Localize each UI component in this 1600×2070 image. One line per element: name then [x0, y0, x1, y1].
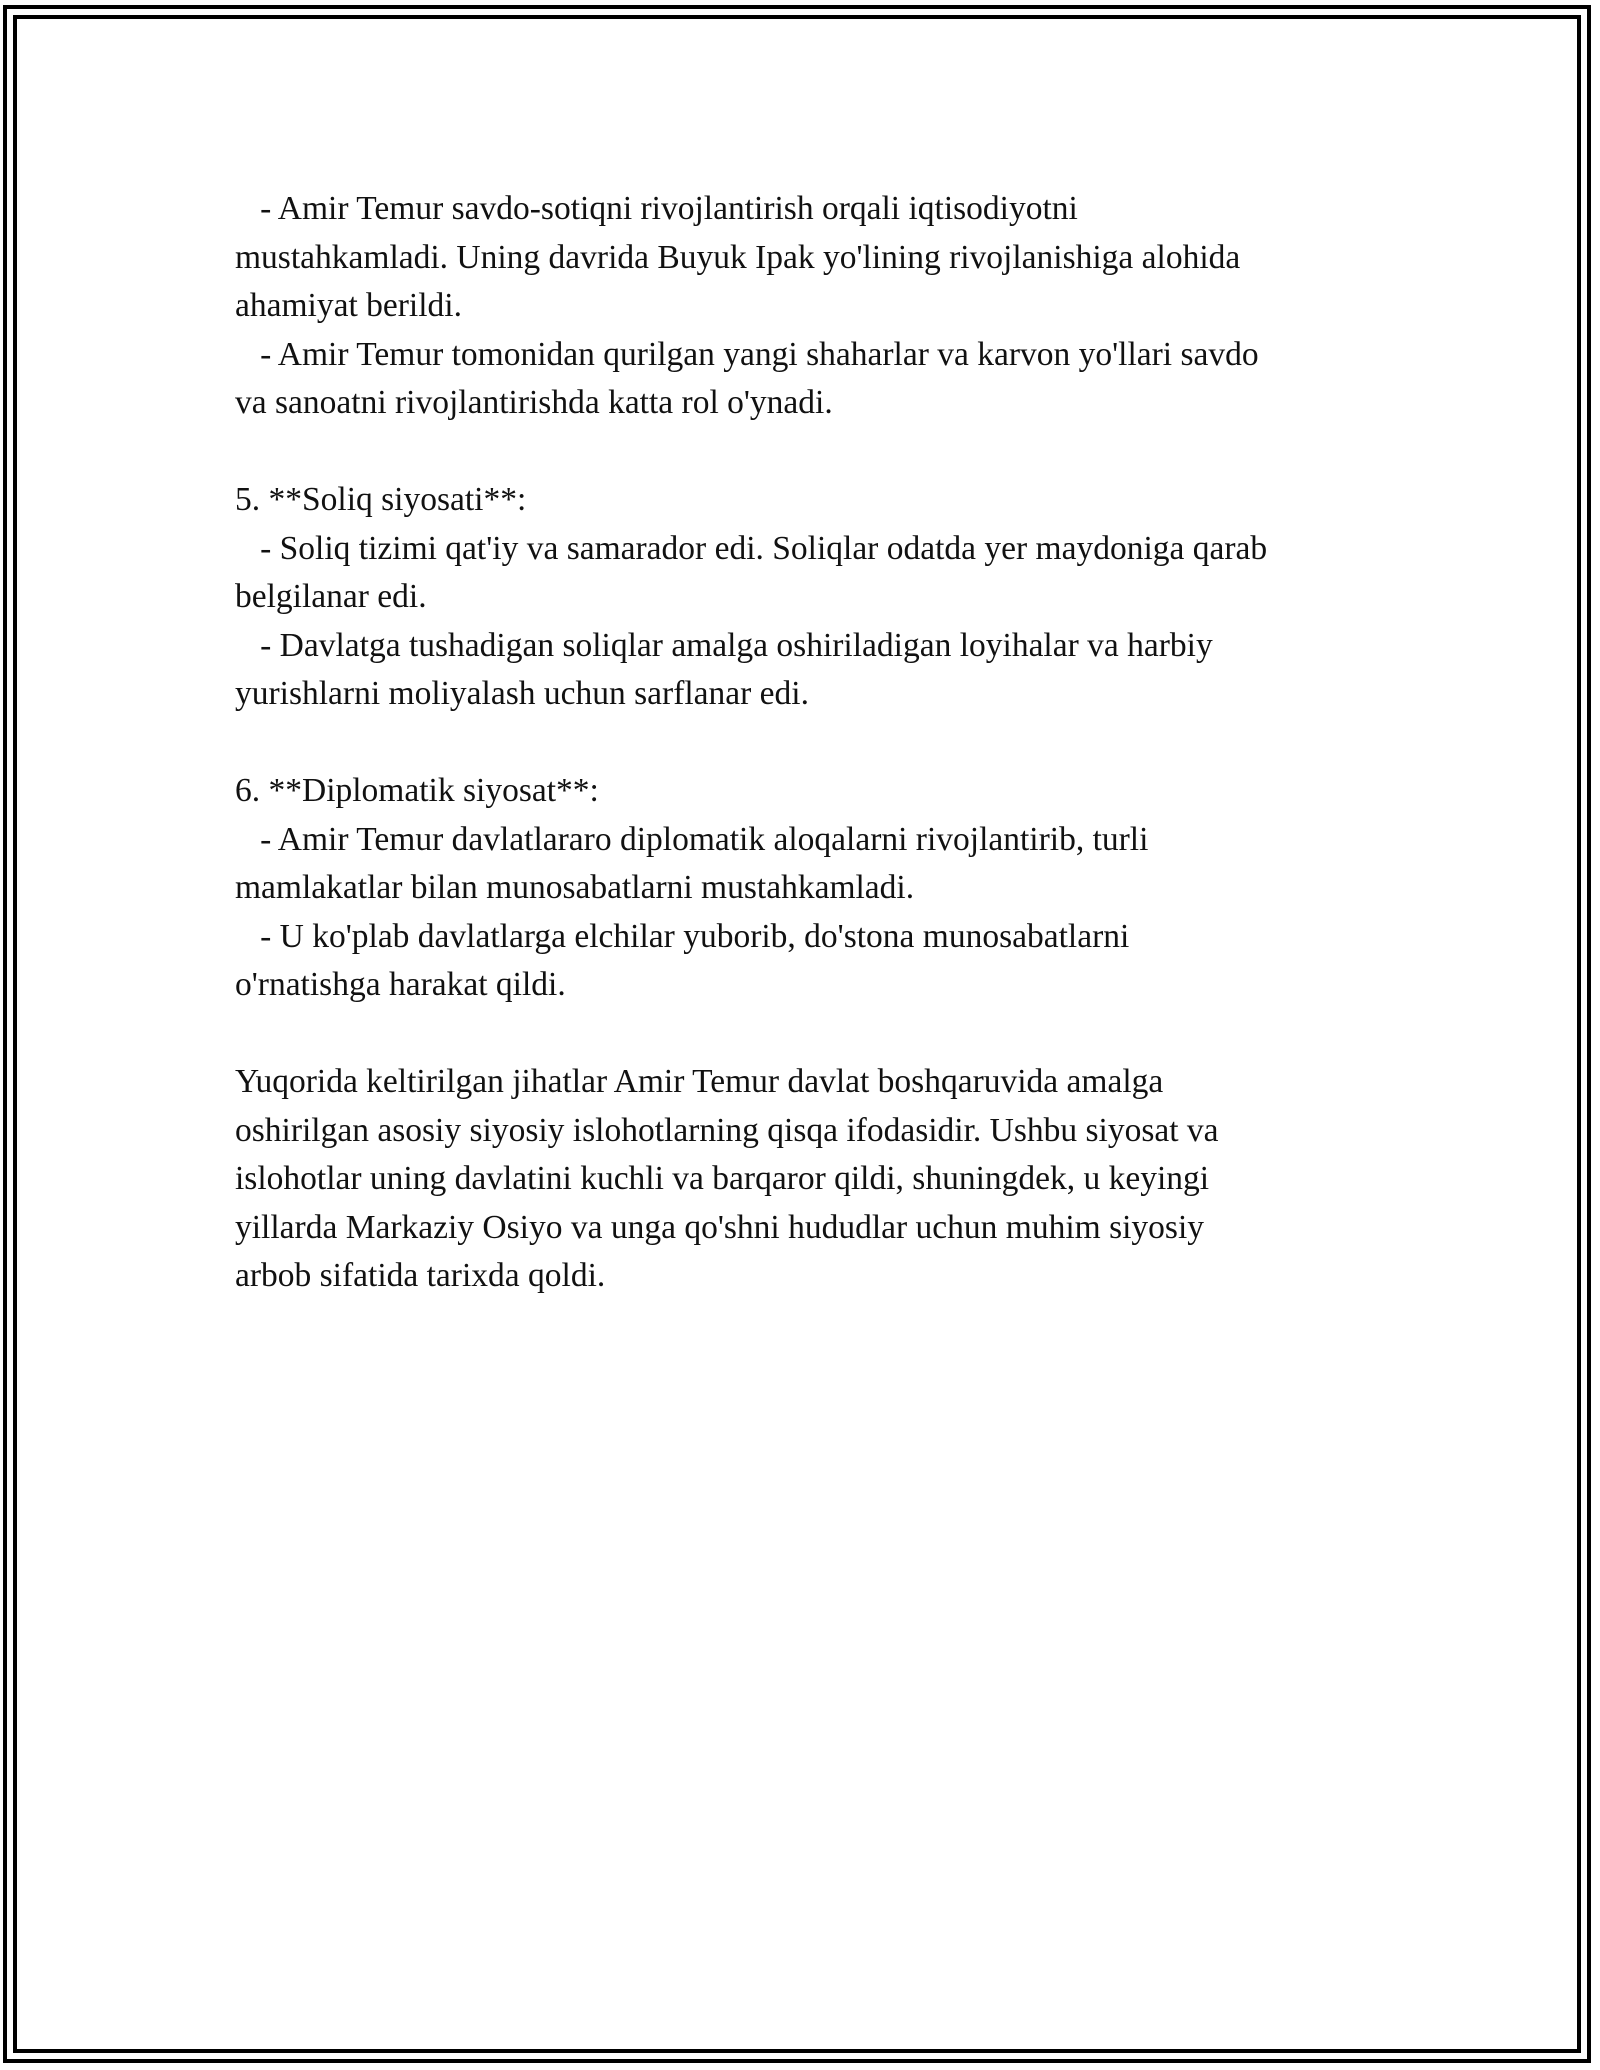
paragraph-gap — [235, 1010, 1385, 1059]
text-line: - Amir Temur tomonidan qurilgan yangi shaharlar va karvon yo'llari savdo — [235, 335, 1259, 373]
text-line: islohotlar uning davlatini kuchli va barqaror qildi, shuningdek, u keyingi — [235, 1160, 1210, 1197]
text-line: oshirilgan asosiy siyosiy islohotlarning qisqa ifodasidir. Ushbu siyosat va — [235, 1111, 1219, 1149]
text-line: - Davlatga tushadigan soliqlar amalga oshiriladigan loyihalar va harbiy — [235, 626, 1213, 664]
text-line: Yuqorida keltirilgan jihatlar Amir Temur davlat boshqaruvida amalga — [235, 1063, 1164, 1100]
text-line: belgilanar edi. — [235, 578, 427, 615]
section-heading: 6. **Diplomatik siyosat**: — [235, 772, 599, 809]
text-line: - Soliq tizimi qat'iy va samarador edi. Soliqlar odatda yer maydoniga qarab — [235, 529, 1268, 567]
paragraph-gap — [235, 428, 1385, 477]
text-line: arbob sifatida tarixda qoldi. — [235, 1257, 606, 1294]
text-line: - Amir Temur savdo-sotiqni rivojlantirish orqali iqtisodiyotni — [235, 190, 1078, 227]
text-line: yurishlarni moliyalash uchun sarflanar edi. — [235, 675, 809, 712]
text-line: - Amir Temur davlatlararo diplomatik aloqalarni rivojlantirib, turli — [235, 820, 1149, 858]
text-line: yillarda Markaziy Osiyo va unga qo'shni hududlar uchun muhim siyosiy — [235, 1208, 1205, 1246]
text-line: mustahkamladi. Uning davrida Buyuk Ipak yo'lining rivojlanishiga alohida — [235, 238, 1241, 276]
text-line: o'rnatishga harakat qildi. — [235, 966, 566, 1003]
section-heading: 5. **Soliq siyosati**: — [235, 481, 527, 518]
text-line: ahamiyat berildi. — [235, 287, 462, 324]
text-line: va sanoatni rivojlantirishda katta rol o'ynadi. — [235, 384, 833, 421]
text-line: mamlakatlar bilan munosabatlarni mustahkamladi. — [235, 869, 915, 906]
text-line: - U ko'plab davlatlarga elchilar yuborib, do'stona munosabatlarni — [235, 917, 1130, 955]
paragraph-gap — [235, 719, 1385, 768]
document-body — [235, 185, 1385, 1301]
